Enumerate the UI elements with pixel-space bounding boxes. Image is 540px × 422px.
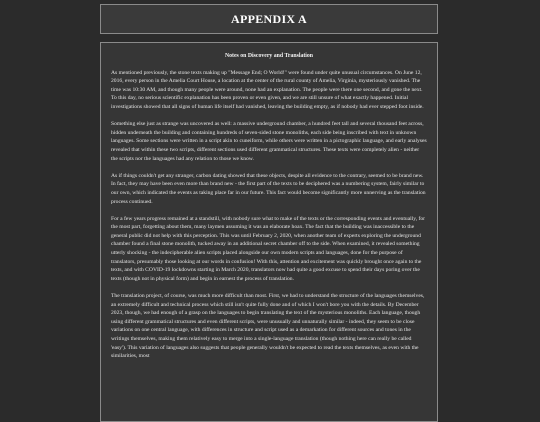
document-content: [101, 43, 437, 361]
paragraph-5: The translation project, of course, was much more difficult than most. First, we had to understand the structure of the languages themselves, an extremely difficult and technical process which still isn't quite fully done and of which I won't bore you with the details. By December 2023, though, we had enough of a grasp on the languages to begin translating the text of the mysterious monoliths. Each language, though using different grammatical structures and even different scripts, were unusually and unnaturally similar - indeed, they seem to be close variations on one central language, with differences in structure and script used as a demarkation for different sources and tones in the writings themselves, making them relatively easy to merge into a single-language translation (though nothing here can really be called 'easy'). This variation of languages also suggests that people generally wouldn't be expected to read the texts themselves, as even with the similarities, most: [111, 293, 425, 360]
appendix-header: [100, 4, 438, 34]
paragraph-2: Something else just as strange was uncovered as well: a massive underground chamber, a hundred feet tall and several thousand feet across, hidden underneath the building and containing hundreds of seven-sided stone monoliths, each side being inscribed with text in unknown languages. Some sections were written in a script akin to cuneiform, while others were written in a pictographic language, and early analyses revealed that within these two scripts, different sections used different grammatical structures. These texts were completely alien - neither the scripts nor the languages had any relation to those we know.: [111, 121, 427, 162]
section-title: Notes on Discovery and Translation: [224, 53, 314, 59]
paragraph-1: As mentioned previously, the stone texts making up "Message End; O World!" were found under quite unusual circumstances. On June 12, 2016, every person in the Amelia Court House, a location at the center of the rural county of Amelia, Virginia, mysteriously vanished. The time was 10:30 AM, and though many people were around, none had an explanation. The people were there one second, and gone the next. To this day, no serious scientific explanation has been proven or even given, and we are still unsure of what exactly happened. Initial investigations showed that all signs of human life itself had vanished, leaving the building empty, as if nobody had ever stepped foot inside.: [111, 69, 424, 110]
paragraph-4: For a few years progress remained at a standstill, with nobody sure what to make of the texts or the corresponding events and eventually, for the most part, forgetting about them, many laymen assuming it was an elaborate hoax. The fact that the building was inaccessible to the general public did not help with this perception. This was until February 2, 2020, when another team of experts exploring the underground chamber found a final stone monolith, tucked away in an additional secret chamber off to the side. When examined, it revealed something utterly shocking - the indecipherable alien scripts placed alongside our own modern scripts and languages, done for the purpose of translators, presumably those looking at our words in confusion! With this, attention and excitement was quickly brought once again to the texts, and with COVID-19 lockdowns starting in March 2020, translators now had quite a good excuse to spend their days poring over the texts (though not in physical form) and begin in earnest the process of translation.: [111, 215, 426, 282]
document-panel[interactable]: [100, 42, 438, 422]
page-title: APPENDIX A: [230, 12, 307, 26]
paragraph-3: As if things couldn't get any stranger, carbon dating showed that these objects, despite all evidence to the contrary, seemed to be brand new. In fact, they may have been even more than brand new - the first part of the texts to be deciphered was a numbering system, fairly similar to our own, which indicated the events as taking place far in our future. This fact would become significantly more unnerving as the translation process continued.: [111, 172, 426, 205]
